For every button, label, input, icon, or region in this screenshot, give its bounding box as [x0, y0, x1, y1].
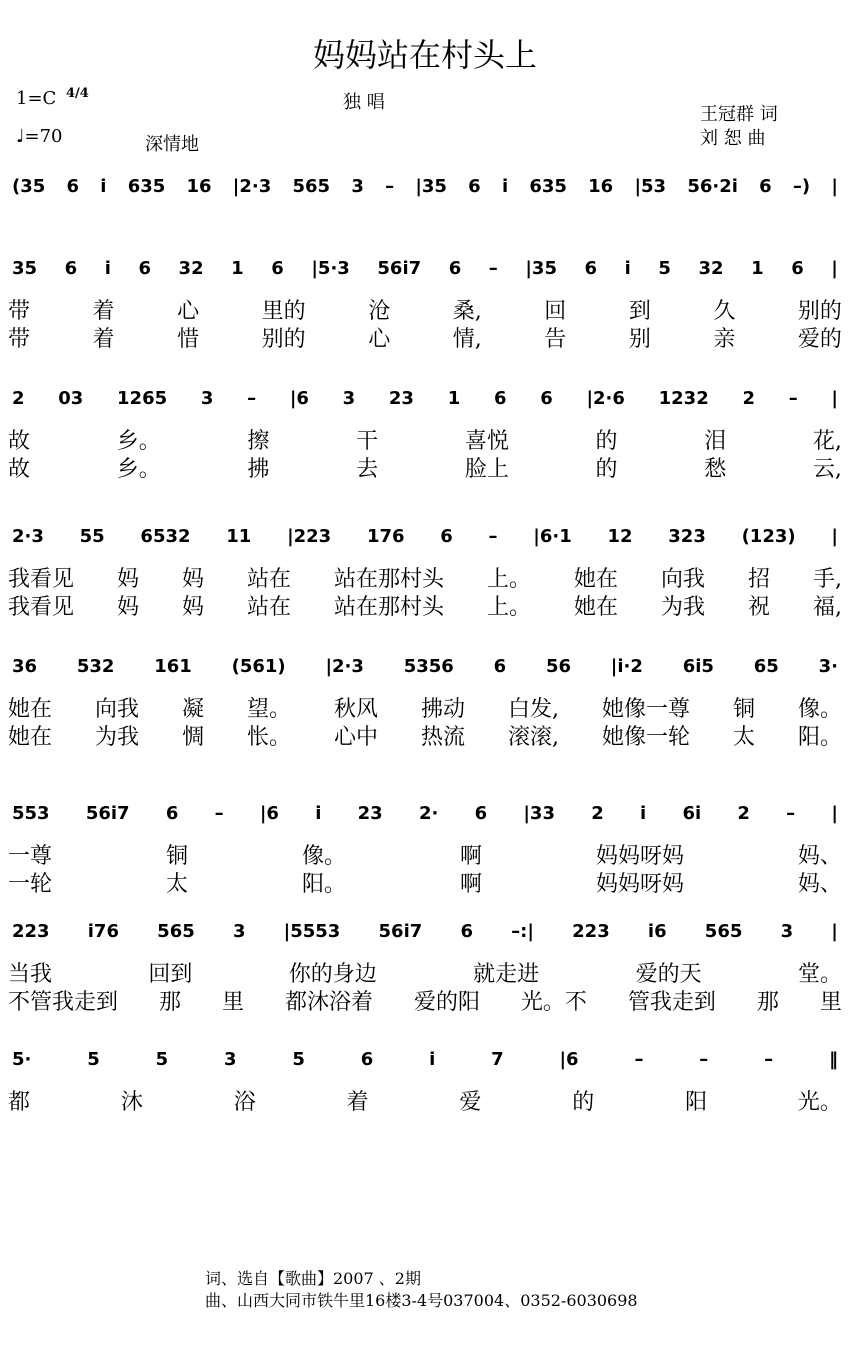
lyric-word: 招 — [748, 567, 771, 592]
note-group: 635 — [127, 176, 166, 197]
lyric-word: 站在 — [247, 567, 292, 592]
lyric-line-2-1 — [8, 298, 842, 326]
lyric-word: 喜悦 — [464, 429, 509, 454]
lyric-word: 爱的 — [797, 327, 842, 352]
lyric-word: 桑, — [452, 299, 482, 324]
lyric-word: 带 — [8, 299, 31, 324]
note-group: 6 — [584, 258, 598, 279]
lyric-line-6-1 — [8, 843, 842, 871]
note-group: 6 — [759, 176, 772, 197]
lyric-word: 为我 — [95, 725, 140, 750]
tempo-marking: ♩=70 — [16, 126, 63, 147]
note-group: 12 — [607, 526, 633, 547]
note-group: – — [247, 388, 257, 409]
note-group: 3· — [818, 656, 838, 677]
note-group: 5356 — [403, 656, 454, 677]
lyric-word: 爱的阳 — [413, 990, 480, 1015]
note-group: |5553 — [283, 921, 341, 942]
note-group: 5 — [155, 1049, 169, 1070]
note-group: – — [788, 388, 798, 409]
note-group: – — [214, 803, 224, 824]
note-group: 03 — [58, 388, 84, 409]
note-group: 1232 — [658, 388, 709, 409]
lyric-line-3-1 — [8, 428, 842, 456]
lyric-word: 心中 — [334, 725, 379, 750]
lyric-word: 一轮 — [8, 872, 53, 897]
note-group: 5 — [87, 1049, 100, 1070]
lyric-word: 回 — [544, 299, 567, 324]
lyric-line-8-1 — [8, 1089, 842, 1117]
note-group: 6 — [165, 803, 179, 824]
lyric-word: 白发, — [508, 697, 559, 722]
note-group: 323 — [668, 526, 706, 547]
note-group: 3 — [780, 921, 794, 942]
lyric-word: 滚滚, — [508, 725, 559, 750]
note-group: i — [501, 176, 509, 197]
lyric-word: 浴 — [233, 1090, 256, 1115]
lyric-word: 都 — [8, 1090, 31, 1115]
note-group: |2·3 — [325, 656, 364, 677]
note-group: 56 — [545, 656, 571, 677]
expression-marking: 深情地 — [145, 134, 199, 155]
note-group: |53 — [634, 176, 667, 197]
notation-line-7 — [12, 915, 838, 949]
lyric-word: 愁 — [704, 457, 727, 482]
lyric-word: 望。 — [247, 697, 292, 722]
lyric-word: 那 — [756, 990, 779, 1015]
note-group: |6·1 — [533, 526, 572, 547]
note-group: 56·2i — [687, 176, 738, 197]
lyric-word: 她像一轮 — [601, 725, 690, 750]
note-group: 565 — [292, 176, 331, 197]
lyric-word: 着 — [92, 327, 115, 352]
lyric-word: 手, — [813, 567, 842, 592]
lyric-word: 妈妈呀妈 — [595, 872, 684, 897]
lyric-word: 花, — [812, 429, 842, 454]
lyric-word: 怅。 — [247, 725, 292, 750]
note-group: 16 — [588, 176, 614, 197]
note-group: |35 — [415, 176, 447, 197]
lyric-line-2-2 — [8, 326, 842, 354]
lyric-word: 管我走到 — [627, 990, 716, 1015]
time-signature: 4/4 — [66, 86, 89, 101]
note-group: 56i7 — [85, 803, 130, 824]
lyric-word: 乡。 — [116, 457, 161, 482]
song-title: 妈妈站在村头上 — [312, 36, 537, 74]
lyric-line-5-1 — [8, 696, 842, 724]
lyric-word: 里 — [221, 990, 244, 1015]
note-group: | — [831, 526, 838, 547]
composer-credit: 刘 恕 曲 — [700, 128, 766, 149]
lyric-word: 她在 — [574, 567, 619, 592]
note-group: 565 — [157, 921, 195, 942]
lyric-line-5-2 — [8, 724, 842, 752]
lyric-word: 沧 — [368, 299, 391, 324]
lyric-word: 热流 — [421, 725, 466, 750]
lyric-word: 不管我走到 — [8, 990, 119, 1015]
lyric-word: 亲 — [713, 327, 736, 352]
note-group: 5 — [292, 1049, 305, 1070]
note-group: 532 — [76, 656, 115, 677]
note-group: |6 — [559, 1049, 579, 1070]
note-group: – — [699, 1049, 709, 1070]
note-group: i — [624, 258, 631, 279]
notation-line-5 — [12, 650, 838, 684]
lyric-word: 铜 — [732, 697, 755, 722]
lyric-word: 到 — [628, 299, 651, 324]
lyric-word: 拂动 — [421, 697, 466, 722]
note-group: 6 — [138, 258, 151, 279]
note-group: – — [634, 1049, 644, 1070]
note-group: |35 — [525, 258, 557, 279]
note-group: |2·3 — [232, 176, 272, 197]
note-group: 56i7 — [377, 258, 422, 279]
note-group: 1 — [231, 258, 244, 279]
lyric-line-4-2 — [8, 594, 842, 622]
note-group: 65 — [753, 656, 779, 677]
address-note: 曲、山西大同市铁牛里16楼3-4号037004、0352-6030698 — [205, 1291, 638, 1310]
lyric-line-6-2 — [8, 871, 842, 899]
note-group: | — [831, 921, 838, 942]
note-group: i — [104, 258, 111, 279]
source-note: 词、选自【歌曲】2007 、2期 — [205, 1269, 421, 1288]
note-group: 635 — [529, 176, 567, 197]
lyric-word: 为我 — [661, 595, 706, 620]
lyric-word: 上。 — [487, 595, 532, 620]
note-group: 6 — [493, 388, 507, 409]
note-group: 2 — [737, 803, 750, 824]
note-group: – — [488, 258, 498, 279]
note-group: |2·6 — [586, 388, 625, 409]
note-group: |223 — [287, 526, 332, 547]
note-group: 6 — [66, 176, 80, 197]
lyric-word: 乡。 — [116, 429, 161, 454]
lyric-word: 的 — [595, 429, 618, 454]
note-group: 3 — [342, 388, 356, 409]
lyric-word: 她在 — [574, 595, 619, 620]
note-group: 3 — [223, 1049, 237, 1070]
lyric-word: 凝 — [182, 697, 205, 722]
note-group: 6 — [360, 1049, 374, 1070]
lyric-word: 情, — [452, 327, 482, 352]
lyric-word: 的 — [595, 457, 618, 482]
lyric-line-7-1 — [8, 961, 842, 989]
key-signature: 1=C — [16, 88, 57, 109]
lyric-word: 泪 — [704, 429, 727, 454]
note-group: 2 — [591, 803, 604, 824]
lyric-word: 当我 — [8, 962, 53, 987]
lyric-word: 阳 — [685, 1090, 708, 1115]
note-group: i — [100, 176, 107, 197]
note-group: 6i — [682, 803, 702, 824]
lyric-word: 我看见 — [8, 567, 75, 592]
note-group: i — [640, 803, 647, 824]
note-group: 5 — [658, 258, 671, 279]
note-group: 6 — [460, 921, 473, 942]
note-group: 1 — [751, 258, 764, 279]
lyric-word: 云, — [812, 457, 842, 482]
lyric-word: 都沐浴着 — [284, 990, 373, 1015]
lyric-word: 脸上 — [464, 457, 509, 482]
lyric-line-4-1 — [8, 566, 842, 594]
note-group: 6532 — [140, 526, 191, 547]
note-group: 6 — [448, 258, 462, 279]
lyric-word: 拂 — [247, 457, 270, 482]
note-group: 3 — [351, 176, 364, 197]
note-group: 6 — [791, 258, 804, 279]
note-group: (35 — [12, 176, 46, 197]
lyric-word: 故 — [8, 457, 31, 482]
lyric-word: 去 — [356, 457, 379, 482]
lyric-word: 就走进 — [473, 962, 540, 987]
lyric-word: 啊 — [459, 872, 482, 897]
lyric-word: 告 — [544, 327, 567, 352]
lyric-word: 阳。 — [301, 872, 346, 897]
note-group: |5·3 — [311, 258, 350, 279]
note-group: |6 — [259, 803, 279, 824]
notation-line-4 — [12, 520, 838, 554]
lyric-word: 太 — [165, 872, 188, 897]
note-group: – — [385, 176, 395, 197]
note-group: –:| — [511, 921, 534, 942]
note-group: | — [831, 388, 838, 409]
lyric-word: 光。 — [797, 1090, 842, 1115]
lyric-word: 向我 — [661, 567, 706, 592]
note-group: 223 — [12, 921, 50, 942]
note-group: ‖ — [828, 1049, 838, 1070]
note-group: 2· — [418, 803, 439, 824]
note-group: 553 — [12, 803, 50, 824]
lyricist-credit: 王冠群 词 — [700, 104, 778, 125]
note-group: | — [831, 176, 838, 197]
note-group: i — [429, 1049, 436, 1070]
lyric-word: 堂。 — [797, 962, 842, 987]
lyric-word: 心 — [177, 299, 200, 324]
lyric-word: 着 — [346, 1090, 369, 1115]
lyric-word: 妈、 — [797, 844, 842, 869]
note-group: 2·3 — [12, 526, 44, 547]
note-group: 1 — [447, 388, 461, 409]
lyric-word: 里的 — [261, 299, 306, 324]
lyric-word: 爱的天 — [635, 962, 702, 987]
lyric-word: 妈 — [182, 567, 205, 592]
lyric-word: 秋风 — [334, 697, 379, 722]
lyric-word: 故 — [8, 429, 31, 454]
note-group: – — [786, 803, 796, 824]
lyric-word: 沐 — [120, 1090, 143, 1115]
lyric-word: 久 — [713, 299, 736, 324]
note-group: 176 — [366, 526, 405, 547]
notation-line-2 — [12, 252, 838, 286]
note-group: i76 — [87, 921, 119, 942]
note-group: 6 — [440, 526, 453, 547]
note-group: 6i5 — [682, 656, 714, 677]
lyric-line-3-2 — [8, 456, 842, 484]
note-group: i — [315, 803, 322, 824]
notation-line-6 — [12, 797, 838, 831]
lyric-word: 啊 — [459, 844, 482, 869]
lyric-word: 向我 — [95, 697, 140, 722]
lyric-word: 她在 — [8, 725, 53, 750]
note-group: 35 — [12, 258, 38, 279]
note-group: 32 — [178, 258, 204, 279]
note-group: 161 — [154, 656, 192, 677]
lyric-word: 铜 — [165, 844, 188, 869]
lyric-word: 站在 — [247, 595, 292, 620]
lyric-word: 阳。 — [797, 725, 842, 750]
note-group: |33 — [523, 803, 555, 824]
note-group: 3 — [232, 921, 246, 942]
note-group: | — [831, 258, 838, 279]
note-group: 6 — [474, 803, 488, 824]
note-group: 23 — [357, 803, 383, 824]
lyric-word: 像。 — [797, 697, 842, 722]
lyric-word: 像。 — [301, 844, 346, 869]
note-group: 3 — [200, 388, 214, 409]
lyric-word: 惜 — [177, 327, 200, 352]
note-group: 55 — [79, 526, 105, 547]
lyric-word: 别的 — [797, 299, 842, 324]
lyric-word: 妈 — [117, 595, 140, 620]
lyric-word: 带 — [8, 327, 31, 352]
note-group: |i·2 — [610, 656, 643, 677]
lyric-word: 干 — [356, 429, 379, 454]
note-group: (123) — [741, 526, 796, 547]
note-group: 6 — [271, 258, 284, 279]
note-group: 6 — [64, 258, 78, 279]
lyric-word: 惆 — [182, 725, 205, 750]
lyric-word: 福, — [813, 595, 842, 620]
note-group: 23 — [388, 388, 414, 409]
note-group: | — [831, 803, 838, 824]
performance-style: 独 唱 — [343, 92, 385, 113]
lyric-word: 祝 — [748, 595, 771, 620]
lyric-word: 着 — [92, 299, 115, 324]
note-group: 7 — [491, 1049, 504, 1070]
note-group: 11 — [226, 526, 252, 547]
lyric-word: 妈、 — [797, 872, 842, 897]
notation-line-3 — [12, 382, 838, 416]
note-group: (561) — [231, 656, 286, 677]
notation-line-1 — [12, 170, 838, 204]
lyric-word: 你的身边 — [288, 962, 377, 987]
lyric-word: 太 — [732, 725, 755, 750]
lyric-word: 回到 — [148, 962, 193, 987]
lyric-word: 妈 — [117, 567, 140, 592]
note-group: 223 — [572, 921, 610, 942]
lyric-line-7-2 — [8, 989, 842, 1017]
lyric-word: 别的 — [261, 327, 306, 352]
note-group: i6 — [647, 921, 667, 942]
lyric-word: 上。 — [487, 567, 532, 592]
notation-line-8 — [12, 1043, 838, 1077]
lyric-word: 站在那村头 — [334, 567, 445, 592]
lyric-word: 爱 — [459, 1090, 482, 1115]
lyric-word: 光。不 — [520, 990, 587, 1015]
note-group: – — [764, 1049, 774, 1070]
lyric-word: 她像一尊 — [601, 697, 690, 722]
lyric-word: 她在 — [8, 697, 53, 722]
lyric-word: 的 — [572, 1090, 595, 1115]
note-group: 2 — [742, 388, 755, 409]
note-group: 16 — [186, 176, 212, 197]
lyric-word: 站在那村头 — [334, 595, 445, 620]
lyric-word: 妈妈呀妈 — [595, 844, 684, 869]
note-group: 1265 — [117, 388, 168, 409]
note-group: 565 — [704, 921, 743, 942]
note-group: |6 — [289, 388, 309, 409]
note-group: 36 — [12, 656, 38, 677]
lyric-word: 心 — [368, 327, 391, 352]
note-group: 6 — [468, 176, 481, 197]
lyric-word: 别 — [628, 327, 651, 352]
lyric-word: 里 — [819, 990, 842, 1015]
lyric-word: 一尊 — [8, 844, 53, 869]
note-group: –) — [792, 176, 811, 197]
note-group: 2 — [12, 388, 25, 409]
note-group: 5· — [12, 1049, 32, 1070]
note-group: 6 — [540, 388, 553, 409]
note-group: 6 — [493, 656, 507, 677]
lyric-word: 我看见 — [8, 595, 75, 620]
lyric-word: 那 — [158, 990, 181, 1015]
lyric-word: 妈 — [182, 595, 205, 620]
note-group: 32 — [698, 258, 724, 279]
note-group: 56i7 — [378, 921, 423, 942]
lyric-word: 擦 — [247, 429, 270, 454]
note-group: – — [488, 526, 498, 547]
